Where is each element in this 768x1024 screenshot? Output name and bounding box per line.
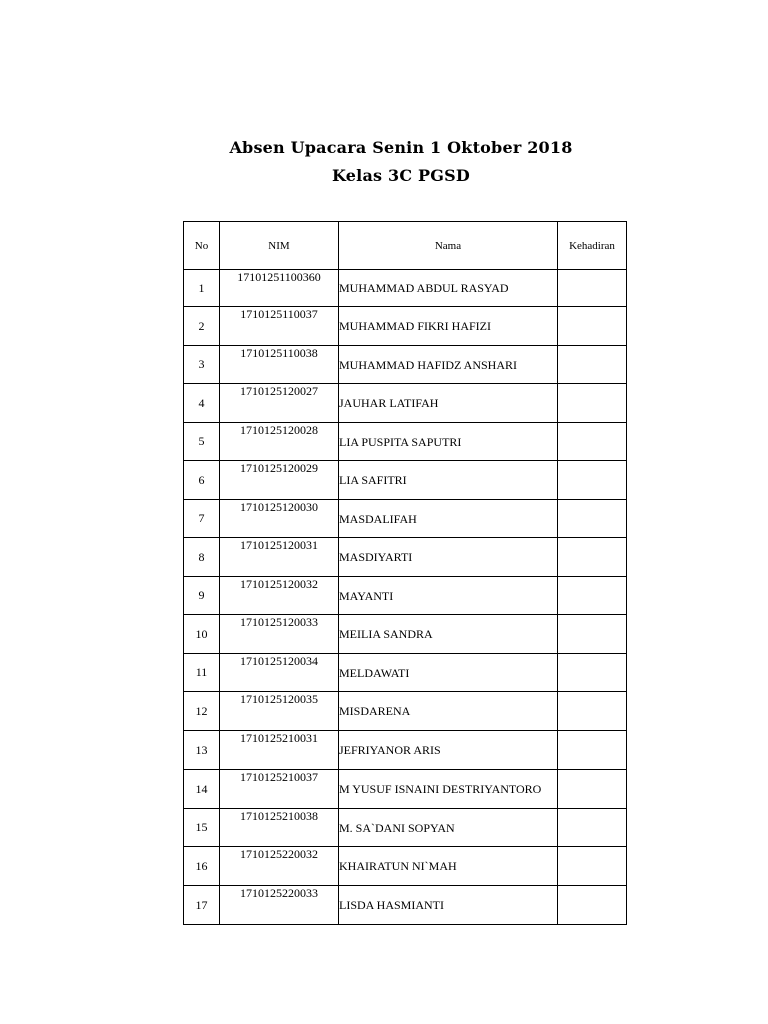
row-nim: 1710125210037 — [220, 770, 339, 809]
row-nama: LIA PUSPITA SAPUTRI — [339, 423, 558, 461]
row-kehadiran — [558, 270, 627, 307]
row-no: 5 — [184, 423, 220, 461]
row-nim: 1710125220033 — [220, 886, 339, 925]
row-no: 8 — [184, 538, 220, 577]
row-nama: M. SA`DANI SOPYAN — [339, 809, 558, 847]
row-no: 17 — [184, 886, 220, 925]
row-nim: 1710125210038 — [220, 809, 339, 847]
row-nama: MISDARENA — [339, 692, 558, 731]
row-nama: MEILIA SANDRA — [339, 615, 558, 654]
row-nim: 1710125120031 — [220, 538, 339, 577]
row-no: 11 — [184, 654, 220, 692]
row-no: 1 — [184, 270, 220, 307]
table-row — [184, 770, 627, 809]
row-nama: MAYANTI — [339, 577, 558, 615]
table-row — [184, 346, 627, 384]
row-kehadiran — [558, 577, 627, 615]
row-nim: 1710125120034 — [220, 654, 339, 692]
row-no: 9 — [184, 577, 220, 615]
row-no: 6 — [184, 461, 220, 500]
document-title: Absen Upacara Senin 1 Oktober 2018 — [229, 138, 573, 157]
row-kehadiran — [558, 346, 627, 384]
row-nim: 1710125120027 — [220, 384, 339, 423]
row-nama: JAUHAR LATIFAH — [339, 384, 558, 423]
table-row — [184, 731, 627, 770]
row-no: 2 — [184, 307, 220, 346]
row-nama: JEFRIYANOR ARIS — [339, 731, 558, 770]
table-row — [184, 692, 627, 731]
attendance-table — [183, 221, 627, 925]
row-nim: 1710125120033 — [220, 615, 339, 654]
row-nim: 1710125110037 — [220, 307, 339, 346]
table-row — [184, 461, 627, 500]
header-kehadiran: Kehadiran — [558, 222, 627, 270]
row-kehadiran — [558, 538, 627, 577]
row-nama: MASDIYARTI — [339, 538, 558, 577]
row-nama: MUHAMMAD ABDUL RASYAD — [339, 270, 558, 307]
row-no: 15 — [184, 809, 220, 847]
row-kehadiran — [558, 809, 627, 847]
row-nim: 1710125210031 — [220, 731, 339, 770]
row-nim: 17101251100360 — [220, 270, 339, 307]
row-no: 10 — [184, 615, 220, 654]
table-row — [184, 654, 627, 692]
row-nim: 1710125110038 — [220, 346, 339, 384]
row-nama: LIA SAFITRI — [339, 461, 558, 500]
row-kehadiran — [558, 692, 627, 731]
table-row — [184, 500, 627, 538]
table-row — [184, 809, 627, 847]
table-row — [184, 886, 627, 925]
row-nim: 1710125120029 — [220, 461, 339, 500]
row-kehadiran — [558, 847, 627, 886]
row-kehadiran — [558, 770, 627, 809]
row-nim: 1710125120030 — [220, 500, 339, 538]
row-nim: 1710125120028 — [220, 423, 339, 461]
table-header-row — [184, 222, 627, 270]
row-kehadiran — [558, 615, 627, 654]
row-nim: 1710125120035 — [220, 692, 339, 731]
header-nama: Nama — [339, 222, 558, 270]
table-row — [184, 307, 627, 346]
header-nim: NIM — [220, 222, 339, 270]
table-row — [184, 423, 627, 461]
row-no: 16 — [184, 847, 220, 886]
table-row — [184, 577, 627, 615]
row-kehadiran — [558, 886, 627, 925]
row-kehadiran — [558, 500, 627, 538]
table-row — [184, 847, 627, 886]
row-no: 14 — [184, 770, 220, 809]
row-nim: 1710125220032 — [220, 847, 339, 886]
row-kehadiran — [558, 307, 627, 346]
row-no: 3 — [184, 346, 220, 384]
row-kehadiran — [558, 384, 627, 423]
table-row — [184, 384, 627, 423]
row-nama: MUHAMMAD HAFIDZ ANSHARI — [339, 346, 558, 384]
row-nama: LISDA HASMIANTI — [339, 886, 558, 925]
row-nama: M YUSUF ISNAINI DESTRIYANTORO — [339, 770, 558, 809]
header-no: No — [184, 222, 220, 270]
row-no: 12 — [184, 692, 220, 731]
row-kehadiran — [558, 461, 627, 500]
table-row — [184, 538, 627, 577]
row-kehadiran — [558, 731, 627, 770]
row-nim: 1710125120032 — [220, 577, 339, 615]
row-nama: MELDAWATI — [339, 654, 558, 692]
row-nama: MASDALIFAH — [339, 500, 558, 538]
row-nama: KHAIRATUN NI`MAH — [339, 847, 558, 886]
row-no: 7 — [184, 500, 220, 538]
document-subtitle: Kelas 3C PGSD — [332, 166, 470, 185]
table-body — [184, 270, 627, 925]
table-row — [184, 270, 627, 307]
row-no: 4 — [184, 384, 220, 423]
table-row — [184, 615, 627, 654]
row-kehadiran — [558, 654, 627, 692]
row-kehadiran — [558, 423, 627, 461]
row-nama: MUHAMMAD FIKRI HAFIZI — [339, 307, 558, 346]
row-no: 13 — [184, 731, 220, 770]
